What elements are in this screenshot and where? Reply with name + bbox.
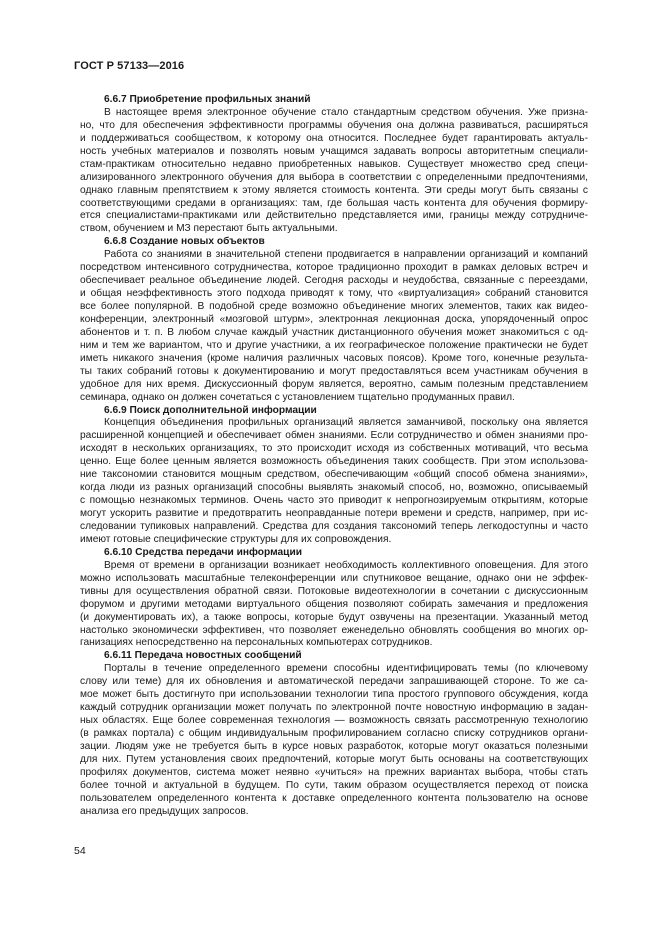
paragraph-line: и общая неэффективность этого подхода приводят к тому, что «виртуализация» собраний становится (80, 288, 588, 300)
paragraph-line: когда люди из разных организаций способны выявлять знакомый способ, но, возможно, описываемый (80, 482, 588, 494)
section-heading: 6.6.11 Передача новостных сообщений (104, 650, 302, 662)
paragraph-line: каждый сотрудник организации может получать по электронной почте новостную информацию в задан- (80, 702, 588, 714)
paragraph-line: анализа его предыдущих запросов. (80, 805, 249, 817)
section-heading: 6.6.9 Поиск дополнительной информации (104, 404, 317, 416)
section-6-6-7 (80, 94, 588, 236)
paragraph-line: профилях документов, система может неявно «учиться» на прежних вариантах выбора, чтобы стать (80, 766, 588, 778)
paragraph-line: мое может быть достигнуто при использовании технологии типа простого группового обсуждения, когда (80, 689, 588, 701)
paragraph-line: В настоящее время электронное обучение стало стандартным средством обучения. Уже призна- (104, 106, 588, 118)
paragraph-line: с помощью незнакомых терминов. Очень часто это приводит к непрогнозируемым открытиям, которые (80, 495, 588, 507)
section-heading: 6.6.7 Приобретение профильных знаний (104, 94, 311, 105)
paragraph-line: (и документировать их), а также вопросы, которые будут озвучены на презентации. Указанный метод (80, 611, 588, 623)
paragraph-line: иметь никакого значения (кроме наличия различных часовых поясов). Кроме того, конечные результа- (80, 352, 588, 364)
paragraph-line: посредством интенсивного сотрудничества, которое традиционно проходит в рамках деловых встреч и (80, 262, 588, 274)
page-content (80, 94, 588, 819)
paragraph-line: однако главным препятствием к этому является стоимость контента. Эти среды могут быть связаны с (80, 184, 588, 196)
paragraph-line: ние таксономии становится мощным средством, обеспечивающим «общий способ обмена знаниями», (80, 469, 588, 481)
paragraph-line: обеспечивает реальное объединение людей. Сегодня расходы и неудобства, связанные с переездами, (80, 275, 588, 287)
paragraph-line: форумом и другими методами виртуального общения позволяют собирать замечания и предложения (80, 598, 588, 610)
paragraph-line: зации. Людям уже не требуется быть в курсе новых разработок, которые могут оказаться полезными (80, 740, 588, 752)
paragraph-line: ганизациях непосредственно на персональных компьютерах сотрудников. (80, 637, 433, 649)
paragraph-line: Порталы в течение определенного времени способны идентифицировать темы (по ключевому (104, 663, 588, 675)
paragraph-line: ним и тем же вариантом, что и другие участники, а их географическое положение практически не будет (80, 339, 588, 351)
page-header: ГОСТ Р 57133—2016 (74, 60, 185, 72)
paragraph-line: стам-практикам относительно недавно приобретенных навыков. Существует множество сред специ- (80, 158, 588, 170)
paragraph-line: исходят в нескольких организациях, то это происходит исходя из собственных мотиваций, что весьма (80, 443, 588, 455)
paragraph-line: более точной и актуальной в будущем. По сути, таким образом осуществляется переход от поиска (80, 779, 588, 791)
paragraph-line: для них. Путем установления своих предпочтений, которые могут быть основаны на соответствующих (80, 753, 588, 765)
paragraph-line: могут ускорить развитие и предотвратить неоправданные потери времени и средств, например, при ис- (80, 508, 588, 520)
paragraph-line: абонентов и т. п. В любом случае каждый участник дистанционного обучения может знакомиться с од- (80, 326, 588, 338)
section-6-6-11 (80, 650, 588, 818)
paragraph-line: слову или теме) для их обновления и автоматической передачи запрашивающей стороне. То же са- (80, 676, 588, 688)
paragraph-line: ных областях. Еще более современная технология — возможность связать рассмотренную технологию (80, 715, 588, 727)
paragraph-line: Время от времени в организации возникает необходимость коллективного оповещения. Для этого (104, 559, 588, 571)
paragraph-line: удобное для них время. Дискуссионный форум является, вероятно, самым полезным представлением (80, 378, 588, 390)
paragraph-line: можно использовать масштабные телеконференции или спутниковое вещание, однако они не эффек- (80, 572, 588, 584)
paragraph-line: ализированного электронного обучения для выбора в соответствии с определенными предпочтениями, (80, 171, 588, 183)
paragraph-line: и поддерживаться сообществом, к которому она относится. Последнее будет гарантировать актуаль- (80, 132, 588, 144)
paragraph-line: конференции, электронный «мозговой штурм», электронная лекционная доска, упорядоченный опрос (80, 313, 588, 325)
paragraph-line: расширенной концепцией и обеспечивает обмен знаниями. Если сотрудничество и обмен знаниями про- (80, 430, 588, 442)
paragraph-line: Концепция объединения профильных организаций является заманчивой, поскольку она является (104, 417, 588, 429)
paragraph-line: ством, обучением и МЗ перестают быть актуальными. (80, 223, 338, 235)
paragraph-line: ценно. Еще более ценным является возможность объединения таких сообществ. При этом использова- (80, 456, 588, 468)
paragraph-line: имеют готовые специфические структуры для их сопровождения. (80, 533, 392, 545)
paragraph-line: все более популярной. В подобной среде возможно объединение многих элементов, таких как видео- (80, 301, 588, 313)
paragraph-line: пользователем определенного контента к доставке определенного контента пользователю на основе (80, 792, 588, 804)
paragraph-line: соответствующими средами в организациях: там, где большая часть контента для обучения формиру- (80, 197, 588, 209)
paragraph-line: ется специалистами-практиками или действительно представляется ими, границы между сотрудниче- (80, 210, 588, 222)
paragraph-line: но, что для обеспечения эффективности программы обучения она должна развиваться, расширяться (80, 119, 588, 131)
section-6-6-10 (80, 547, 588, 651)
page-number: 54 (74, 845, 86, 857)
paragraph-line: ность учебных материалов и позволять новым учащимся задавать вопросы авторитетным специали- (80, 145, 588, 157)
section-6-6-9 (80, 405, 588, 547)
paragraph-line: следовании тупиковых направлений. Средства для создания таксономий теперь легкодоступны и часто (80, 520, 588, 532)
paragraph-line: Работа со знаниями в значительной степени продвигается в направлении организаций и компаний (104, 249, 588, 261)
paragraph-line: семинара, однако он должен сочетаться с установлением тщательно продуманных правил. (80, 391, 515, 403)
paragraph-line: настолько экономически эффективен, что позволяет еженедельно обновлять сообщения во многих ор- (80, 624, 588, 636)
paragraph-line: (в рамках портала) с общим индивидуальным профилированием согласно списку сотрудников органи- (80, 728, 588, 740)
section-6-6-8 (80, 236, 588, 404)
paragraph-line: тивны для осуществления обратной связи. Потоковые видеотехнологии в сочетании с дискуссионным (80, 585, 588, 597)
section-heading: 6.6.10 Средства передачи информации (104, 546, 302, 558)
section-heading: 6.6.8 Создание новых объектов (104, 236, 265, 248)
paragraph-line: ты таких собраний готовы к документированию и могут предоставляться всем участникам обучения в (80, 365, 588, 377)
